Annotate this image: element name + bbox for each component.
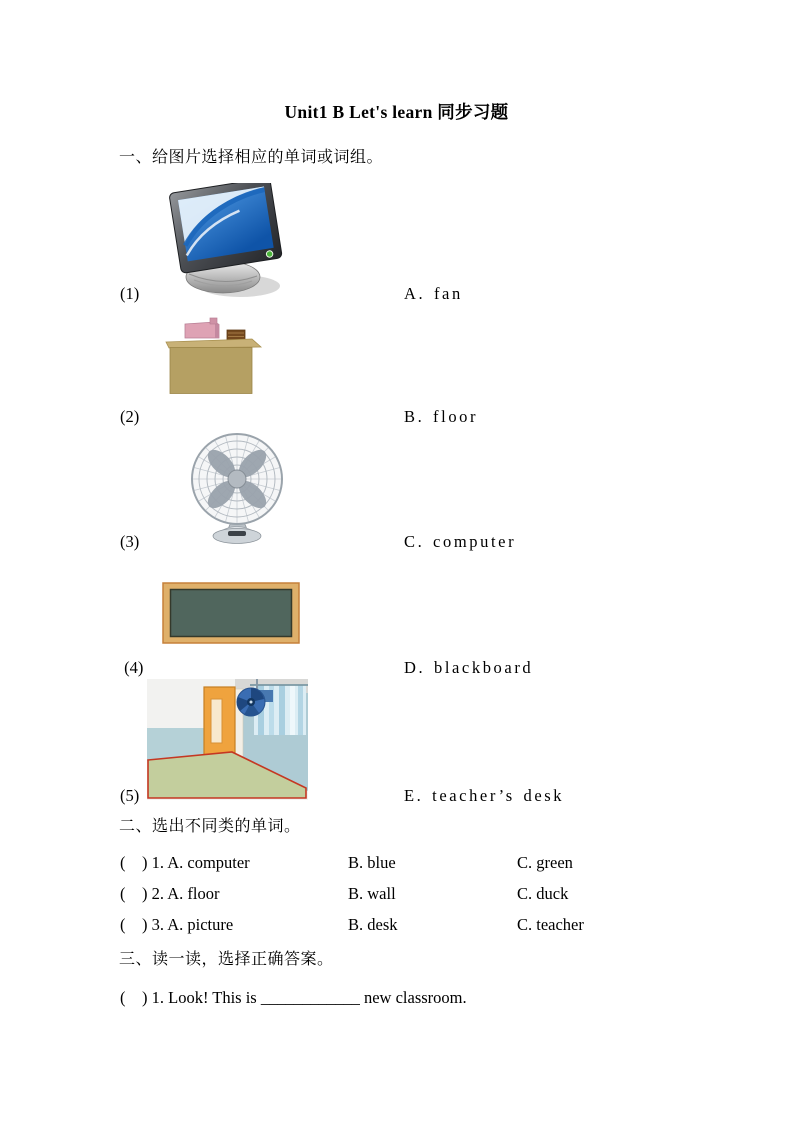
- s2-row2-col-c: C. duck: [517, 884, 569, 903]
- blackboard-surface: [171, 590, 292, 637]
- s2-row1-col-b: B. blue: [348, 853, 396, 872]
- monitor-screen: [169, 183, 282, 274]
- option-a-fan: A. fan: [404, 284, 463, 303]
- item-4-number: (4): [120, 658, 144, 677]
- s2-row2-col-b: B. wall: [348, 884, 396, 903]
- s2-row3-col-a: ( ) 3. A. picture: [120, 915, 234, 934]
- fan-hub: [228, 470, 246, 488]
- s3-question-1: ( ) 1. Look! This is ____________ new classroom.: [120, 988, 467, 1007]
- s2-row1-col-a: ( ) 1. A. computer: [120, 853, 250, 872]
- monitor-power-button-icon: [266, 250, 273, 257]
- s2-row2-col-a: ( ) 2. A. floor: [120, 884, 220, 903]
- classroom-image: [147, 679, 308, 800]
- s2-row1-col-c: C. green: [517, 853, 573, 872]
- pink-box: [185, 322, 219, 338]
- electric-fan-image: [178, 430, 300, 546]
- option-d-blackboard: D. blackboard: [404, 658, 534, 677]
- option-e-teachers-desk: E. teacher’s desk: [404, 786, 565, 805]
- section2-heading: 二、选出不同类的单词。: [119, 818, 301, 835]
- option-b-floor: B. floor: [404, 407, 479, 426]
- brown-book: [227, 330, 245, 340]
- s2-row3-col-c: C. teacher: [517, 915, 584, 934]
- section1-heading: 一、给图片选择相应的单词或词组。: [119, 149, 384, 166]
- option-c-computer: C. computer: [404, 532, 517, 551]
- desk-top: [166, 339, 261, 348]
- desk-body: [170, 348, 252, 394]
- section3-heading: 三、读一读，选择正确答案。: [119, 951, 334, 968]
- item-3-number: (3): [120, 532, 140, 551]
- item-2-number: (2): [120, 407, 140, 426]
- computer-monitor-image: [166, 183, 286, 301]
- page-title: Unit1 B Let's learn 同步习题: [284, 102, 509, 122]
- teachers-desk-image: [163, 316, 263, 398]
- s2-row3-col-b: B. desk: [348, 915, 398, 934]
- blackboard-image: [162, 582, 300, 644]
- door-window: [211, 699, 222, 743]
- item-5-number: (5): [120, 786, 140, 805]
- item-1-number: (1): [120, 284, 140, 303]
